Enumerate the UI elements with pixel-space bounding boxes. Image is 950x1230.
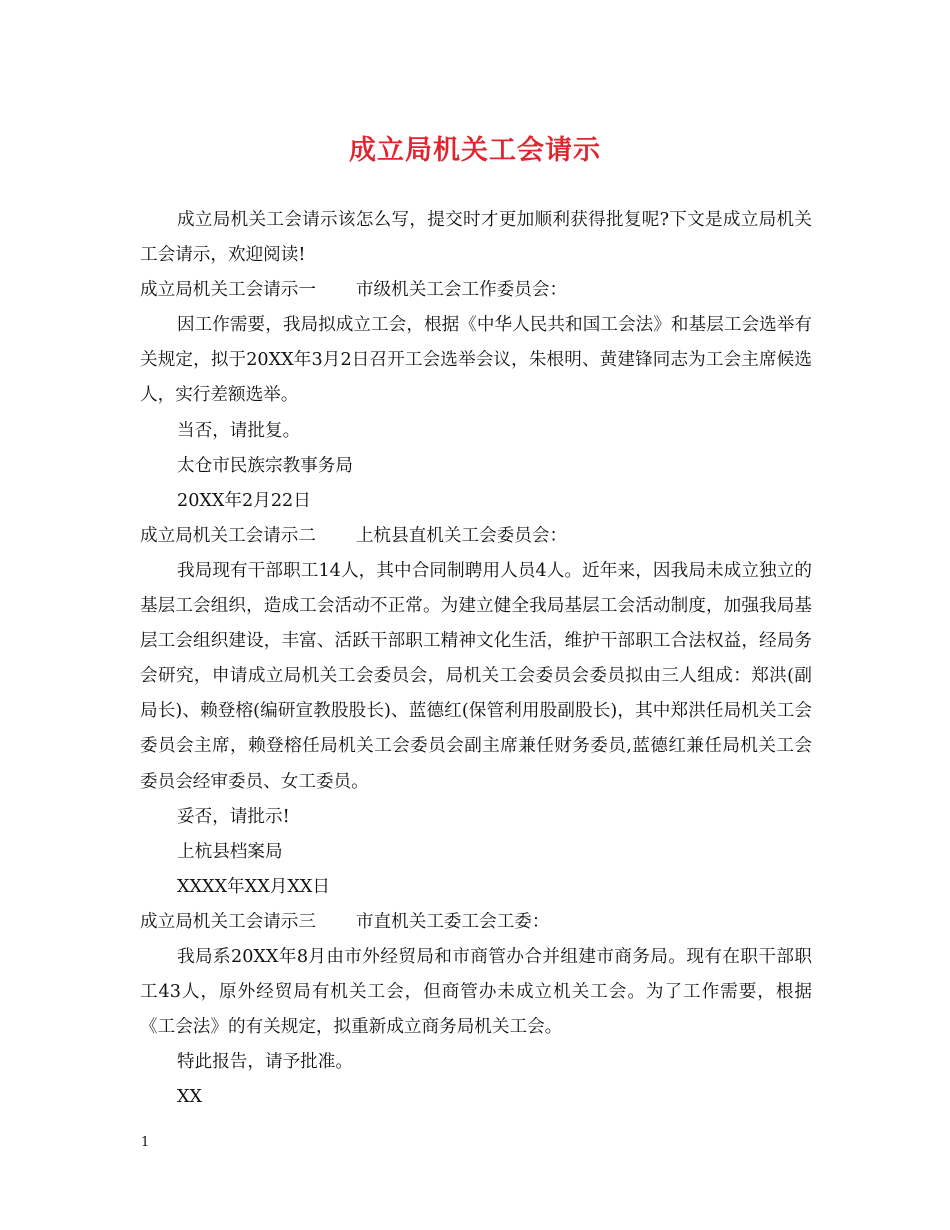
section1-sender: 太仓市民族宗教事务局 [177,455,353,476]
section3-closing: 特此报告，请予批准。 [177,1052,353,1073]
page-number: 1 [141,1135,150,1150]
section2-body: 我局现有干部职工14人，其中合同制聘用人员4人。近年来，因我局未成立独立的基层工会组织，造成工会活动不正常。为建立健全我局基层工会活动制度，加强我局基层工会组织建设，丰富、活跃干部职工精神文化生活，维护干部职工合法权益，经局务会研究，申请成立局机关工会委员会，局机关工会委员会委员拟由三人组成：郑洪(副局长)、赖登榕(编研宣教股股长)、蓝德红(保管利用股副股长)，其中郑洪任局机关工会委员会主席，赖登榕任局机关工会委员会副主席兼任财务委员,蓝德红兼任局机关工会委员会经审委员、女工委员。 [140,560,812,792]
section1-body: 因工作需要，我局拟成立工会，根据《中华人民共和国工会法》和基层工会选举有关规定，拟于20XX年3月2日召开工会选举会议，朱根明、黄建锋同志为工会主席候选人，实行差额选举。 [140,315,812,406]
section1-closing: 当否，请批复。 [177,420,301,441]
section1-heading [140,273,812,308]
section3-label: 成立局机关工会请示三 [140,911,316,932]
section3-sender: XX [177,1087,203,1108]
section2-date: XXXX年XX月XX日 [177,876,330,897]
document-body [140,203,812,1115]
section2-addressee: 上杭县直机关工会委员会： [355,525,568,546]
section3-addressee: 市直机关工委工会工委： [355,911,550,932]
intro-paragraph: 成立局机关工会请示该怎么写，提交时才更加顺利获得批复呢?下文是成立局机关工会请示，欢迎阅读! [140,210,812,266]
section3-body: 我局系20XX年8月由市外经贸局和市商管办合并组建市商务局。现有在职干部职工43人，原外经贸局有机关工会，但商管办未成立机关工会。为了工作需要，根据《工会法》的有关规定，拟重新成立商务局机关工会。 [140,946,812,1038]
section1-addressee: 市级机关工会工作委员会： [355,280,568,301]
document-title: 成立局机关工会请示 [349,135,601,166]
section1-date: 20XX年2月22日 [177,490,311,511]
section3-heading [140,905,812,940]
section2-label: 成立局机关工会请示二 [140,525,316,546]
section2-closing: 妥否，请批示! [177,806,290,827]
section2-heading [140,519,812,554]
section2-sender: 上杭县档案局 [177,841,283,862]
section1-label: 成立局机关工会请示一 [140,280,316,301]
